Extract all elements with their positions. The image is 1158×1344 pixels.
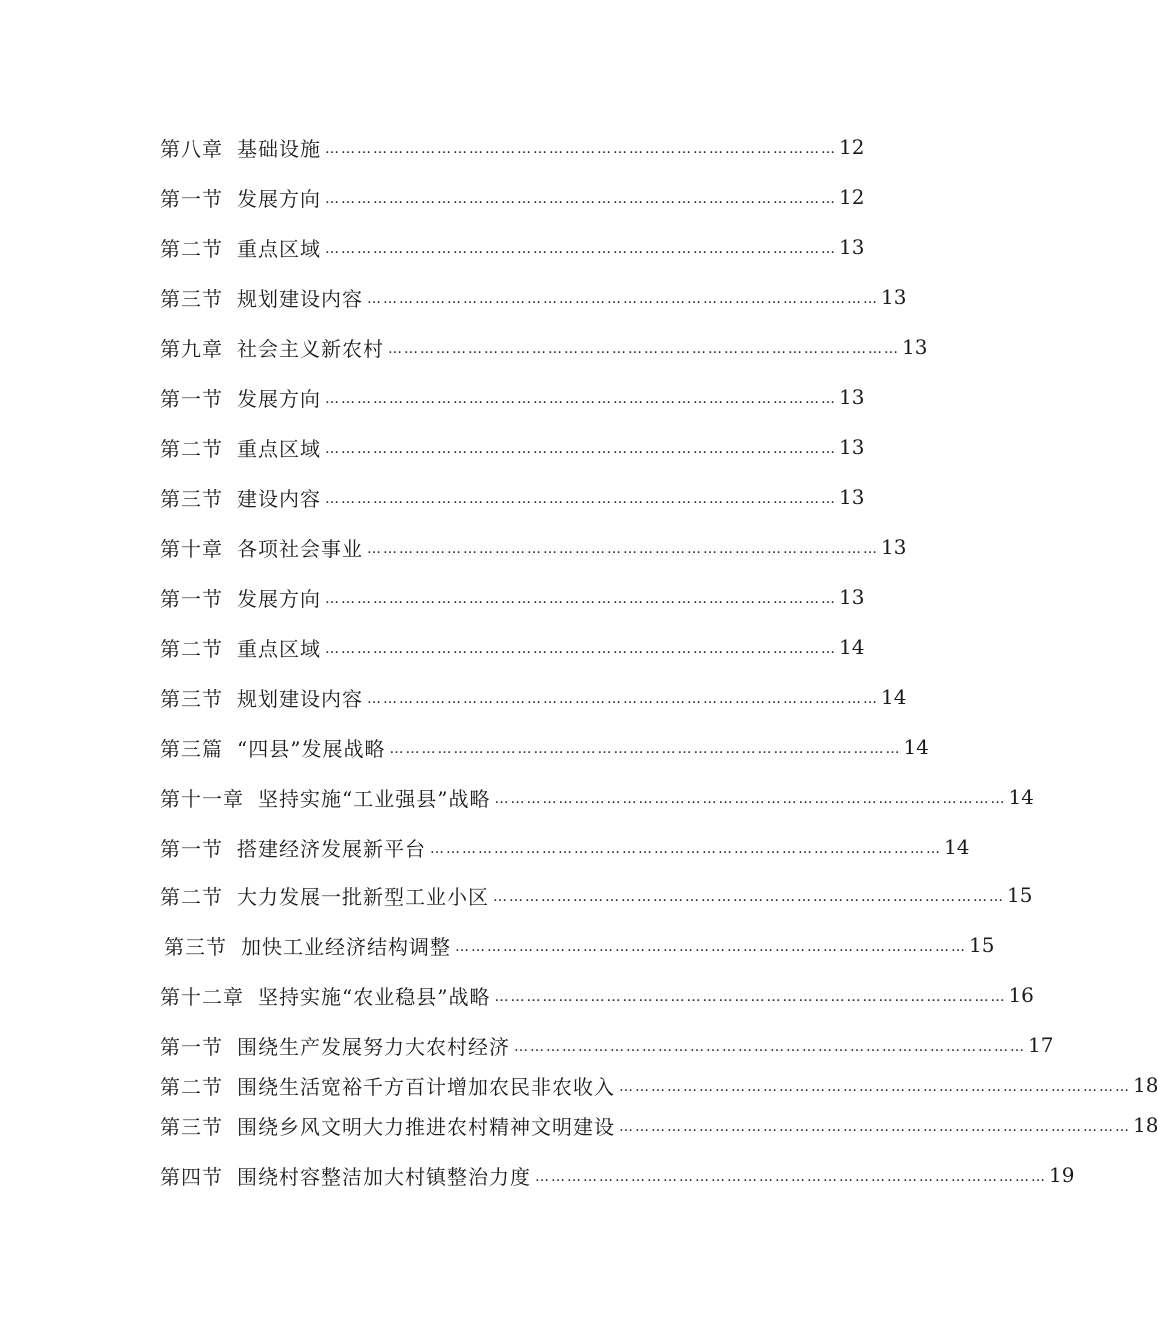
- toc-entry[interactable]: [160, 1160, 1075, 1190]
- toc-dot-leader: ……………………………………………………………………………………: [325, 441, 837, 457]
- toc-entry[interactable]: [164, 930, 995, 960]
- toc-entry[interactable]: [160, 1110, 1158, 1140]
- toc-entry-title: 重点区域: [237, 436, 321, 461]
- toc-entry-title: 加快工业经济结构调整: [241, 934, 451, 959]
- toc-page-number: 15: [969, 933, 995, 957]
- toc-dot-leader: ……………………………………………………………………………………: [367, 541, 879, 557]
- toc-entry[interactable]: [160, 232, 865, 262]
- toc-entry[interactable]: [160, 682, 907, 712]
- toc-entry[interactable]: [160, 732, 929, 762]
- toc-entry-label: 第三节: [164, 934, 227, 959]
- toc-page-number: 13: [839, 235, 865, 259]
- toc-dot-leader: ……………………………………………………………………………………: [619, 1079, 1131, 1095]
- toc-dot-leader: ……………………………………………………………………………………: [367, 691, 879, 707]
- toc-dot-leader: ……………………………………………………………………………………: [514, 1039, 1026, 1055]
- toc-entry[interactable]: [160, 532, 907, 562]
- toc-page-number: 14: [1008, 785, 1034, 809]
- toc-entry-title: 坚持实施“工业强县”战略: [258, 786, 491, 811]
- toc-dot-leader: ……………………………………………………………………………………: [325, 141, 837, 157]
- toc-dot-leader: ……………………………………………………………………………………: [389, 741, 902, 757]
- toc-dot-leader: ……………………………………………………………………………………: [367, 291, 879, 307]
- toc-entry[interactable]: [160, 782, 1034, 812]
- toc-entry-label: 第十章: [160, 536, 223, 561]
- toc-entry[interactable]: [160, 382, 865, 412]
- toc-entry[interactable]: [160, 582, 865, 612]
- toc-entry[interactable]: [160, 880, 1033, 910]
- toc-entry-label: 第十一章: [160, 786, 244, 811]
- toc-page-number: 13: [839, 435, 865, 459]
- toc-dot-leader: ……………………………………………………………………………………: [325, 591, 837, 607]
- toc-entry-title: 建设内容: [237, 486, 321, 511]
- toc-page-number: 16: [1008, 983, 1034, 1007]
- toc-entry[interactable]: [160, 132, 865, 162]
- toc-entry-title: 发展方向: [237, 386, 321, 411]
- toc-entry[interactable]: [160, 832, 970, 862]
- toc-entry-label: 第二节: [160, 636, 223, 661]
- toc-entry-label: 第二节: [160, 236, 223, 261]
- toc-entry-title: 围绕乡风文明大力推进农村精神文明建设: [237, 1114, 615, 1139]
- toc-entry-title: 坚持实施“农业稳县”战略: [258, 984, 491, 1009]
- toc-entry[interactable]: [160, 432, 865, 462]
- toc-page-number: 13: [902, 335, 928, 359]
- toc-entry[interactable]: [160, 1070, 1158, 1100]
- toc-entry-label: 第九章: [160, 336, 223, 361]
- toc-entry-title: 社会主义新农村: [237, 336, 384, 361]
- toc-entry-label: 第一节: [160, 836, 223, 861]
- toc-entry[interactable]: [160, 182, 865, 212]
- toc-entry-title: 搭建经济发展新平台: [237, 836, 426, 861]
- toc-entry-label: 第四节: [160, 1164, 223, 1189]
- toc-dot-leader: ……………………………………………………………………………………: [430, 841, 942, 857]
- toc-dot-leader: ……………………………………………………………………………………: [619, 1119, 1131, 1135]
- toc-entry[interactable]: [160, 332, 928, 362]
- toc-page-number: 13: [839, 385, 865, 409]
- toc-entry-title: 发展方向: [237, 186, 321, 211]
- toc-entry-title: 围绕村容整洁加大村镇整治力度: [237, 1164, 531, 1189]
- toc-entry-title: 围绕生产发展努力大农村经济: [237, 1034, 510, 1059]
- toc-dot-leader: ……………………………………………………………………………………: [325, 391, 837, 407]
- toc-entry-title: 规划建设内容: [237, 286, 363, 311]
- toc-entry[interactable]: [160, 482, 865, 512]
- toc-page-number: 19: [1049, 1163, 1075, 1187]
- toc-page-number: 14: [903, 735, 929, 759]
- toc-page-number: 18: [1133, 1113, 1158, 1137]
- toc-entry-label: 第二节: [160, 436, 223, 461]
- toc-entry-label: 第三篇: [160, 736, 223, 761]
- toc-entry-label: 第三节: [160, 286, 223, 311]
- toc-page-number: 13: [839, 585, 865, 609]
- toc-entry-title: 基础设施: [237, 136, 321, 161]
- toc-entry-label: 第十二章: [160, 984, 244, 1009]
- toc-entry-title: 重点区域: [237, 236, 321, 261]
- toc-entry-label: 第一节: [160, 586, 223, 611]
- toc-dot-leader: ……………………………………………………………………………………: [325, 641, 837, 657]
- toc-page-number: 15: [1007, 883, 1033, 907]
- toc-dot-leader: ……………………………………………………………………………………: [325, 241, 837, 257]
- toc-entry-label: 第三节: [160, 686, 223, 711]
- toc-entry[interactable]: [160, 1030, 1054, 1060]
- toc-entry[interactable]: [160, 980, 1034, 1010]
- toc-page-number: 14: [944, 835, 970, 859]
- toc-page-number: 14: [881, 685, 907, 709]
- toc-entry-title: 重点区域: [237, 636, 321, 661]
- toc-page-number: 12: [839, 135, 865, 159]
- toc-entry-label: 第一节: [160, 386, 223, 411]
- toc-dot-leader: ……………………………………………………………………………………: [493, 889, 1005, 905]
- toc-dot-leader: ……………………………………………………………………………………: [494, 989, 1007, 1005]
- toc-dot-leader: ……………………………………………………………………………………: [388, 341, 900, 357]
- toc-entry-label: 第八章: [160, 136, 223, 161]
- toc-page-number: 13: [881, 535, 907, 559]
- toc-page-number: 17: [1028, 1033, 1054, 1057]
- toc-entry-label: 第一节: [160, 1034, 223, 1059]
- toc-page-number: 13: [839, 485, 865, 509]
- toc-entry-title: 围绕生活宽裕千方百计增加农民非农收入: [237, 1074, 615, 1099]
- toc-dot-leader: ……………………………………………………………………………………: [325, 491, 837, 507]
- toc-entry[interactable]: [160, 632, 865, 662]
- toc-dot-leader: ……………………………………………………………………………………: [325, 191, 837, 207]
- toc-entry-title: 大力发展一批新型工业小区: [237, 884, 489, 909]
- toc-entry-label: 第一节: [160, 186, 223, 211]
- toc-entry[interactable]: [160, 282, 907, 312]
- toc-page-number: 14: [839, 635, 865, 659]
- toc-entry-label: 第三节: [160, 1114, 223, 1139]
- toc-page-number: 18: [1133, 1073, 1158, 1097]
- toc-entry-title: 各项社会事业: [237, 536, 363, 561]
- toc-dot-leader: ……………………………………………………………………………………: [494, 791, 1007, 807]
- toc-dot-leader: ……………………………………………………………………………………: [535, 1169, 1047, 1185]
- toc-entry-label: 第二节: [160, 1074, 223, 1099]
- toc-page-number: 12: [839, 185, 865, 209]
- toc-entry-label: 第二节: [160, 884, 223, 909]
- toc-dot-leader: ……………………………………………………………………………………: [455, 939, 967, 955]
- toc-entry-title: “四县”发展战略: [237, 736, 386, 761]
- toc-entry-title: 规划建设内容: [237, 686, 363, 711]
- toc-page-number: 13: [881, 285, 907, 309]
- toc-entry-label: 第三节: [160, 486, 223, 511]
- toc-entry-title: 发展方向: [237, 586, 321, 611]
